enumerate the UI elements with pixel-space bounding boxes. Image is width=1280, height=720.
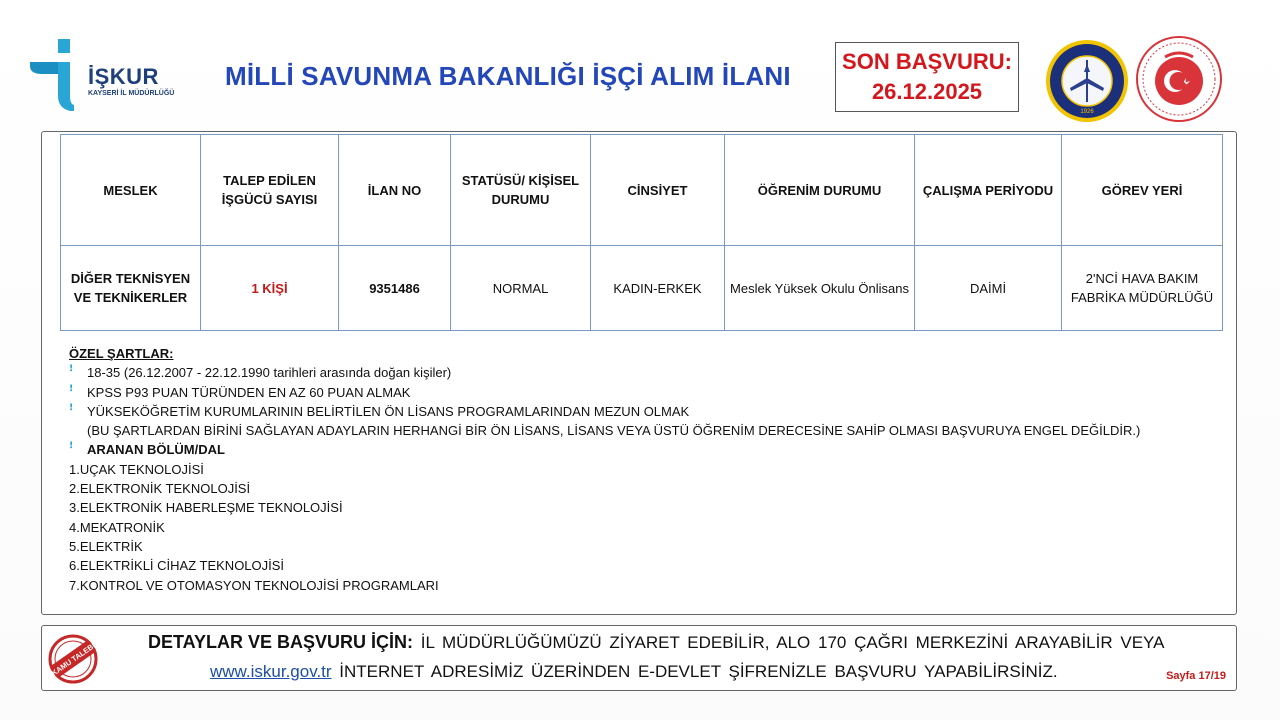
cell-ogrenim: Meslek Yüksek Okulu Önlisans bbox=[725, 246, 915, 331]
cell-calisma: DAİMİ bbox=[915, 246, 1062, 331]
cell-gorev-yeri: 2'NCİ HAVA BAKIM FABRİKA MÜDÜRLÜĞÜ bbox=[1062, 246, 1223, 331]
requirements-heading: ÖZEL ŞARTLAR: bbox=[69, 346, 174, 361]
col-header-ilan-no: İLAN NO bbox=[339, 135, 451, 246]
footer-line-1 bbox=[148, 632, 1164, 653]
cell-meslek: DİĞER TEKNİSYEN VE TEKNİKERLER bbox=[61, 246, 201, 331]
content-panel bbox=[41, 131, 1237, 615]
emblem-year: 1926 bbox=[1080, 109, 1094, 115]
cell-cinsiyet: KADIN-ERKEK bbox=[591, 246, 725, 331]
col-header-cinsiyet: CİNSİYET bbox=[591, 135, 725, 246]
list-item: 3.ELEKTRONİK HABERLEŞME TEKNOLOJİSİ bbox=[69, 500, 343, 516]
iskur-logo-text: İŞKUR bbox=[88, 64, 159, 89]
page-number: Sayfa 17/19 bbox=[1166, 670, 1226, 682]
list-item: 1.UÇAK TEKNOLOJİSİ bbox=[69, 461, 204, 477]
bullet-icon: ꜝ bbox=[69, 384, 74, 400]
deadline-box bbox=[835, 42, 1019, 112]
footer-line-1-text: İL MÜDÜRLÜĞÜMÜZÜ ZİYARET EDEBİLİR, ALO 170 ÇAĞRI MERKEZİNİ ARAYABİLİR VEYA bbox=[413, 633, 1165, 652]
department-heading: ꜝ ARANAN BÖLÜM/DAL bbox=[69, 440, 1219, 459]
list-item: 7.KONTROL VE OTOMASYON TEKNOLOJİSİ PROGRAMLARI bbox=[69, 577, 439, 593]
col-header-talep: TALEP EDİLEN İŞGÜCÜ SAYISI bbox=[201, 135, 339, 246]
footer-line-2-text: İNTERNET ADRESİMİZ ÜZERİNDEN E-DEVLET ŞİFRENİZLE BAŞVURU YAPABİLİRSİNİZ. bbox=[331, 662, 1058, 681]
requirements-section bbox=[69, 344, 1219, 595]
list-item: ꜝ YÜKSEKÖĞRETİM KURUMLARININ BELİRTİLEN ÖN LİSANS PROGRAMLARINDAN MEZUN OLMAK bbox=[69, 402, 1219, 421]
iskur-logo bbox=[28, 36, 188, 116]
job-table bbox=[60, 134, 1223, 331]
deadline-date: 26.12.2025 bbox=[871, 79, 983, 104]
cell-ilan-no: 9351486 bbox=[339, 246, 451, 331]
kamu-talebi-stamp-icon bbox=[48, 634, 98, 684]
list-item: ꜝ 18-35 (26.12.2007 - 22.12.1990 tarihleri arasında doğan kişiler) bbox=[69, 363, 1219, 382]
col-header-gorev-yeri: GÖREV YERİ bbox=[1062, 135, 1223, 246]
iskur-website-link[interactable]: www.iskur.gov.tr bbox=[210, 662, 332, 681]
cell-statu: NORMAL bbox=[451, 246, 591, 331]
col-header-statu: STATÜSÜ/ KİŞİSEL DURUMU bbox=[451, 135, 591, 246]
msb-seal-icon bbox=[1135, 35, 1223, 123]
table-header-row bbox=[61, 135, 1223, 246]
col-header-ogrenim: ÖĞRENİM DURUMU bbox=[725, 135, 915, 246]
iskur-logo-icon bbox=[28, 36, 88, 116]
requirements-note: (BU ŞARTLARDAN BİRİNİ SAĞLAYAN ADAYLARIN HERHANGİ BİR ÖN LİSANS, LİSANS VEYA ÜSTÜ ÖĞRENİM DERECESİNE SAHİP OLMASI BAŞVURUYA ENGEL DEĞİLDİR.) bbox=[87, 423, 1141, 439]
col-header-calisma: ÇALIŞMA PERİYODU bbox=[915, 135, 1062, 246]
bullet-icon: ꜝ bbox=[69, 442, 74, 458]
bullet-icon: ꜝ bbox=[69, 403, 74, 419]
cell-talep: 1 KİŞİ bbox=[201, 246, 339, 331]
footer-line-2 bbox=[210, 662, 1058, 682]
list-item: ꜝ KPSS P93 PUAN TÜRÜNDEN EN AZ 60 PUAN ALMAK bbox=[69, 383, 1219, 402]
stamp-text: KAMU TALEBİ bbox=[49, 641, 97, 678]
list-item: 6.ELEKTRİKLİ CİHAZ TEKNOLOJİSİ bbox=[69, 558, 285, 574]
bullet-icon: ꜝ bbox=[69, 365, 74, 381]
deadline-label: SON BAŞVURU: bbox=[842, 49, 1012, 74]
iskur-logo-subtitle: KAYSERİ İL MÜDÜRLÜĞÜ bbox=[88, 90, 175, 97]
list-item: 4.MEKATRONİK bbox=[69, 519, 165, 535]
hava-ikmal-emblem-icon bbox=[1044, 38, 1130, 124]
page-title: MİLLİ SAVUNMA BAKANLIĞI İŞÇİ ALIM İLANI bbox=[225, 61, 791, 91]
list-item: 5.ELEKTRİK bbox=[69, 538, 143, 554]
table-row bbox=[61, 246, 1223, 331]
footer-lead: DETAYLAR VE BAŞVURU İÇİN: bbox=[148, 632, 414, 652]
col-header-meslek: MESLEK bbox=[61, 135, 201, 246]
list-item: 2.ELEKTRONİK TEKNOLOJİSİ bbox=[69, 481, 251, 497]
footer-panel bbox=[41, 625, 1237, 691]
